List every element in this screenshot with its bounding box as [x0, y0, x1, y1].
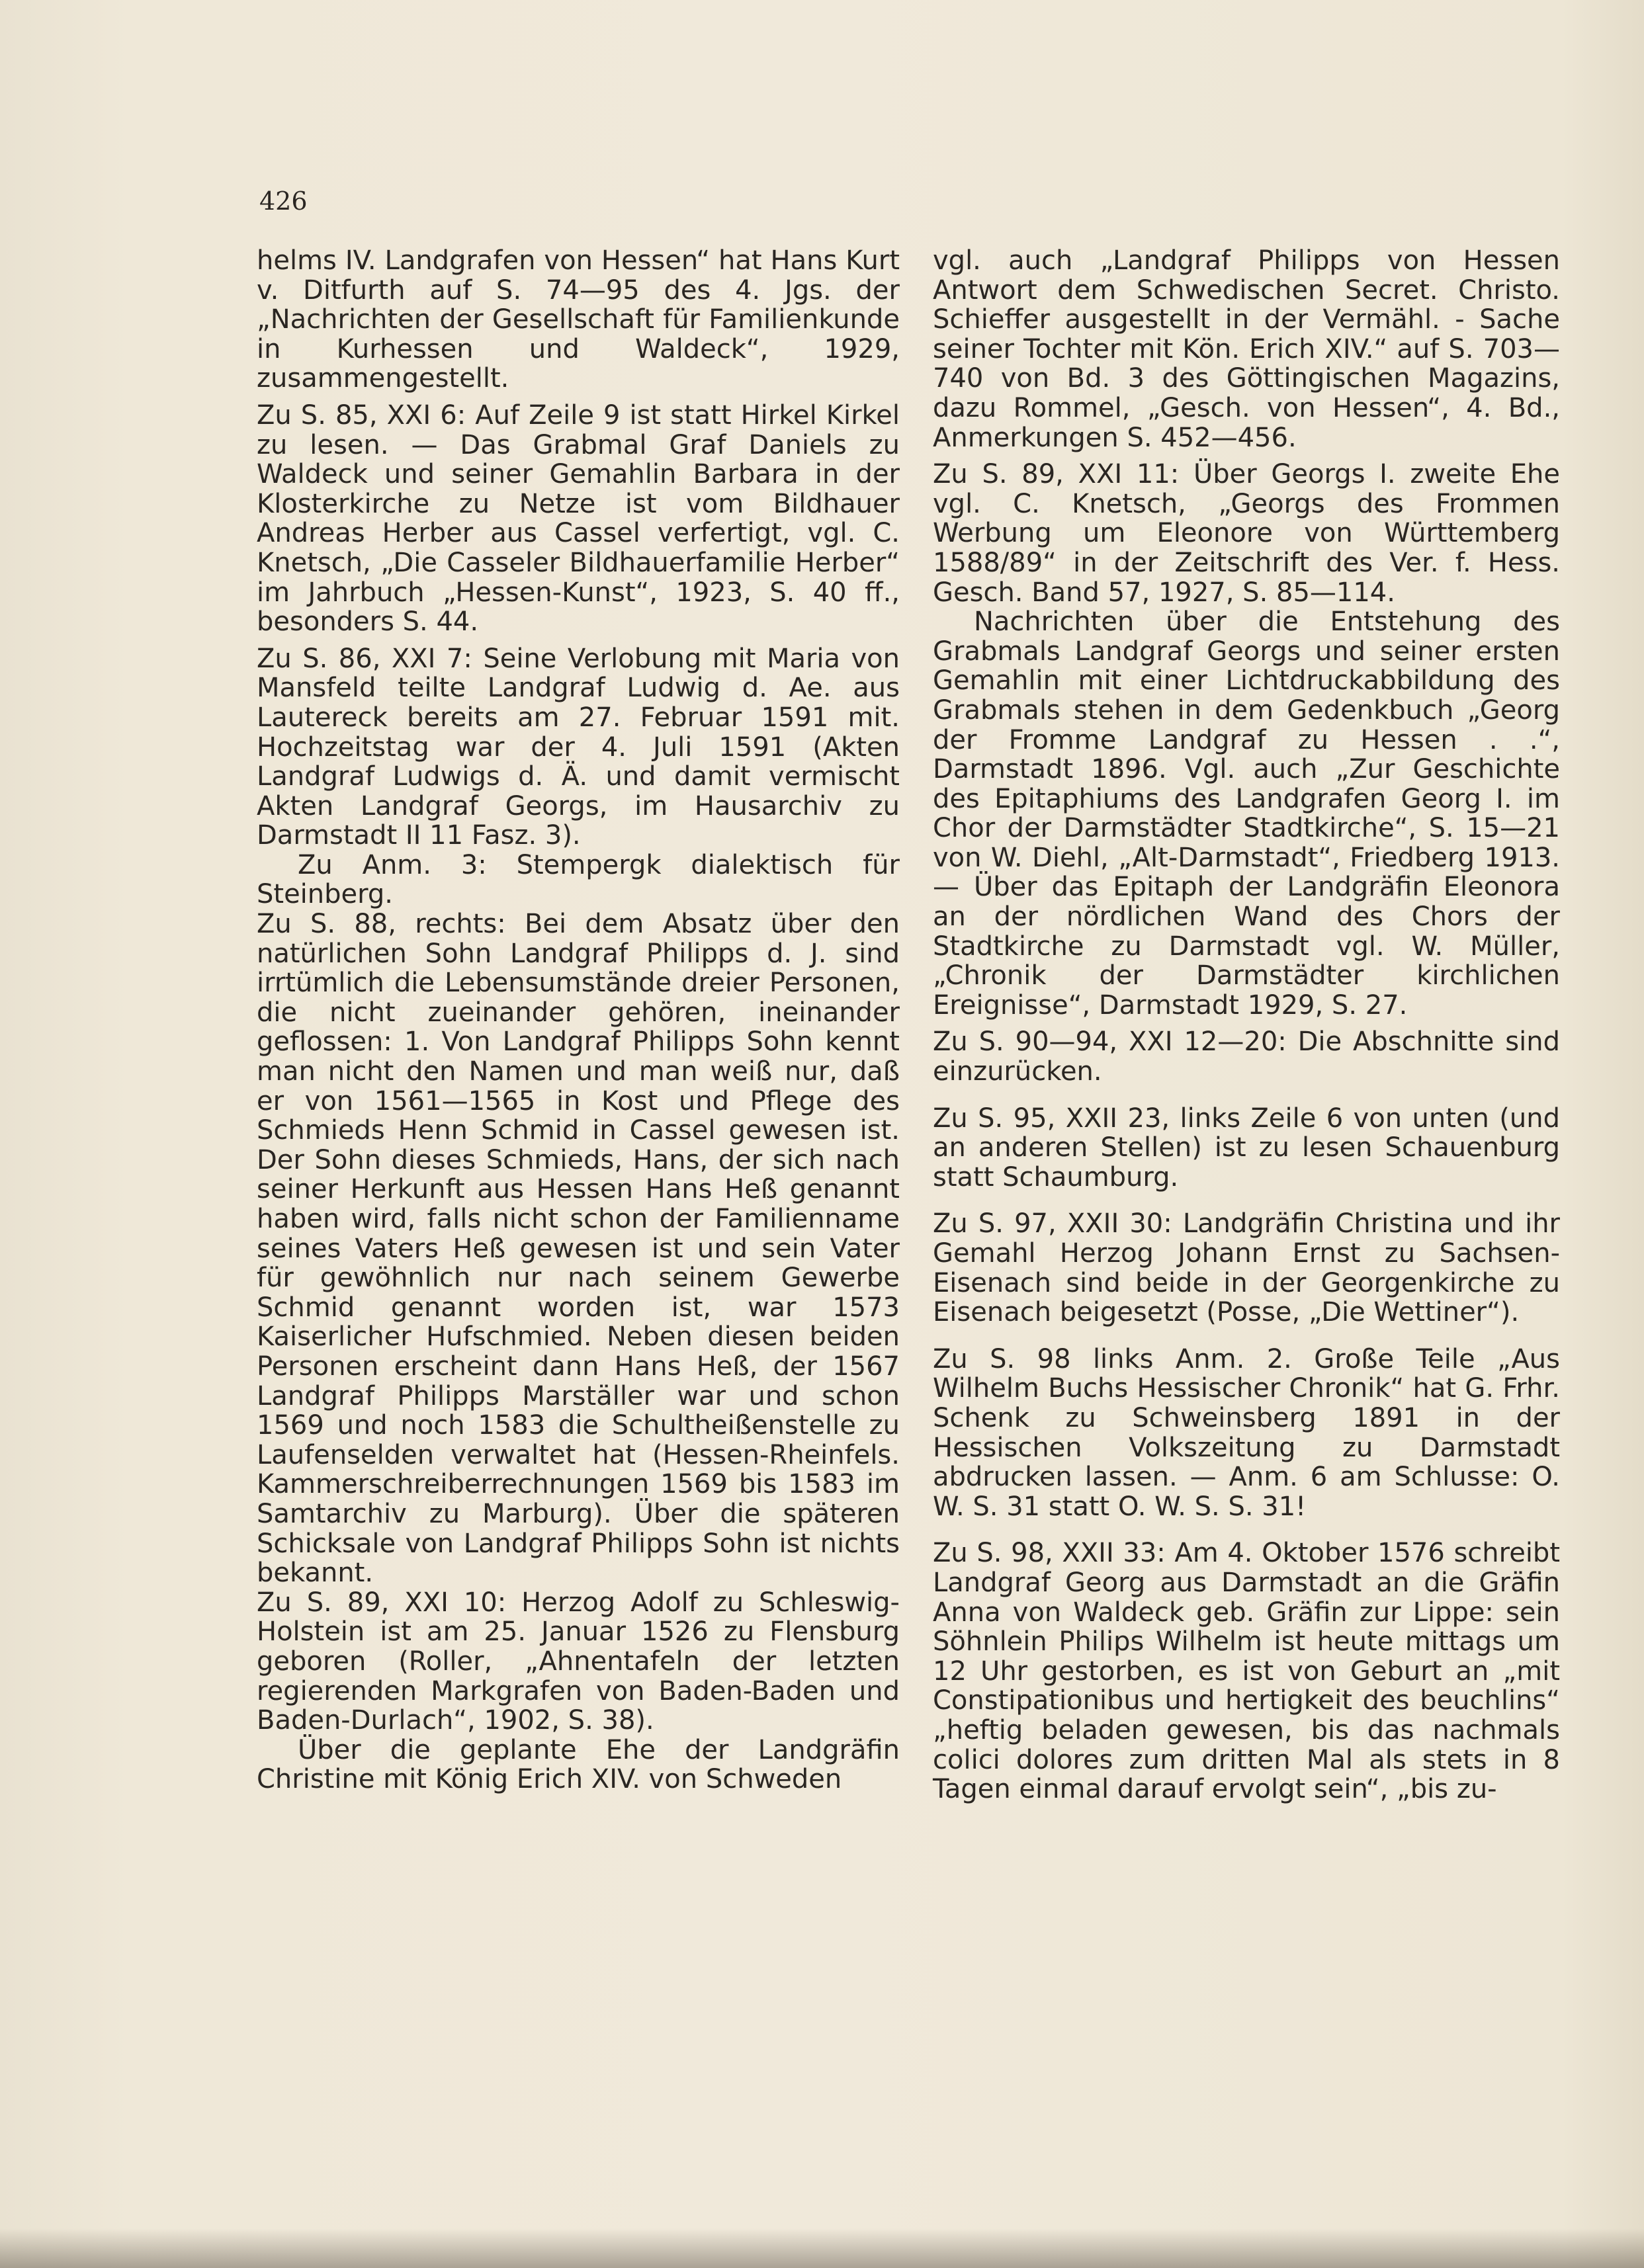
paragraph: Zu S. 86, XXI 7: Seine Verlobung mit Maria von Mansfeld teilte Landgraf Ludwig d. Ae. aus Lautereck bereits am 27. Februar 1591 mit. Hochzeitstag war der 4. Juli 1591 (Akten Landgraf Ludwigs d. Ä. und damit vermischt Akten Landgraf Georgs, im Hausarchiv zu Darmstadt II 11 Fasz. 3).	[257, 643, 900, 851]
right-column	[933, 246, 1560, 1804]
paragraph: Über die geplante Ehe der Landgräfin Christine mit König Erich XIV. von Schweden	[257, 1734, 900, 1795]
paragraph: Zu S. 98 links Anm. 2. Große Teile „Aus Wilhelm Buchs Hessischer Chronik“ hat G. Frhr. Schenk zu Schweinsberg 1891 in der Hessischen Volkszeitung zu Darmstadt abdrucken lassen. — Anm. 6 am Schlusse: O. W. S. 31 statt O. W. S. S. 31!	[933, 1343, 1560, 1522]
paragraph: Nachrichten über die Entstehung des Grabmals Landgraf Georgs und seiner ersten Gemahlin mit einer Lichtdruckabbildung des Grabmals stehen in dem Gedenkbuch „Georg der Fromme Landgraf zu Hessen . .“, Darmstadt 1896. Vgl. auch „Zur Geschichte des Epitaphiums des Landgrafen Georg I. im Chor der Darmstädter Stadtkirche“, S. 15—21 von W. Diehl, „Alt-Darmstadt“, Friedberg 1913. — Über das Epitaph der Landgräfin Eleonora an der nördlichen Wand des Chors der Stadtkirche zu Darmstadt vgl. W. Müller, „Chronik der Darmstädter kirchlichen Ereignisse“, Darmstadt 1929, S. 27.	[933, 607, 1560, 1021]
paragraph: helms IV. Landgrafen von Hessen“ hat Hans Kurt v. Ditfurth auf S. 74—95 des 4. Jgs. der „Nachrichten der Gesellschaft für Familienkunde in Kurhessen und Waldeck“, 1929, zusammengestellt.	[257, 245, 900, 394]
paragraph: Zu S. 85, XXI 6: Auf Zeile 9 ist statt Hirkel Kirkel zu lesen. — Das Grabmal Graf Daniels zu Waldeck und seiner Gemahlin Barbara in der Klosterkirche zu Netze ist vom Bildhauer Andreas Herber aus Cassel verfertigt, vgl. C. Knetsch, „Die Casseler Bildhauerfamilie Herber“ im Jahrbuch „Hessen-Kunst“, 1923, S. 40 ff., besonders S. 44.	[257, 399, 900, 638]
paragraph: Zu S. 97, XXII 30: Landgräfin Christina und ihr Gemahl Herzog Johann Ernst zu Sachsen-Eisenach sind beide in der Georgenkirche zu Eisenach beigesetzt (Posse, „Die Wettiner“).	[933, 1208, 1560, 1328]
paragraph: Zu S. 89, XXI 10: Herzog Adolf zu Schleswig-Holstein ist am 25. Januar 1526 zu Flensburg geboren (Roller, „Ahnentafeln der letzten regierenden Markgrafen von Baden-Baden und Baden-Durlach“, 1902, S. 38).	[257, 1587, 900, 1736]
paragraph: Zu S. 90—94, XXI 12—20: Die Abschnitte sind einzurücken.	[933, 1027, 1560, 1087]
paragraph: Zu S. 88, rechts: Bei dem Absatz über den natürlichen Sohn Landgraf Philipps d. J. sind irrtümlich die Lebensumstände dreier Personen, die nicht zueinander gehören, ineinander geflossen: 1. Von Landgraf Philipps Sohn kennt man nicht den Namen und man weiß nur, daß er von 1561—1565 in Kost und Pflege des Schmieds Henn Schmid in Cassel gewesen ist. Der Sohn dieses Schmieds, Hans, der sich nach seiner Herkunft aus Hessen Hans Heß genannt haben wird, falls nicht schon der Familienname seines Vaters Heß gewesen ist und sein Vater für gewöhnlich nur nach seinem Gewerbe Schmid genannt worden ist, war 1573 Kaiserlicher Hufschmied. Neben diesen beiden Personen erscheint dann Hans Heß, der 1567 Landgraf Philipps Marställer war und schon 1569 und noch 1583 die Schultheißenstelle zu Laufenselden verwaltet hat (Hessen-Rheinfels. Kammerschreiberrechnungen 1569 bis 1583 im Samtarchiv zu Marburg). Über die späteren Schicksale von Landgraf Philipps Sohn ist nichts bekannt.	[257, 909, 900, 1589]
paragraph: Zu S. 98, XXII 33: Am 4. Oktober 1576 schreibt Landgraf Georg aus Darmstadt an die Gräfin Anna von Waldeck geb. Gräfin zur Lippe: sein Söhnlein Philips Wilhelm ist heute mittags um 12 Uhr gestorben, es ist von Geburt an „mit Constipationibus und hertigkeit des beuchlins“ „heftig beladen gewesen, bis das nachmals colici dolores zum dritten Mal als stets in 8 Tagen einmal darauf ervolgt sein“, „bis zu-	[933, 1538, 1560, 1805]
page-edge-shadow	[0, 2228, 1644, 2268]
paragraph: Zu S. 89, XXI 11: Über Georgs I. zweite Ehe vgl. C. Knetsch, „Georgs des Frommen Werbung um Eleonore von Württemberg 1588/89“ in der Zeitschrift des Ver. f. Hess. Gesch. Band 57, 1927, S. 85—114.	[933, 459, 1560, 608]
left-column	[257, 246, 900, 1794]
paragraph: vgl. auch „Landgraf Philipps von Hessen Antwort dem Schwedischen Secret. Christo. Schieffer ausgestellt in der Vermähl. - Sache seiner Tochter mit Kön. Erich XIV.“ auf S. 703—740 von Bd. 3 des Göttingischen Magazins, dazu Rommel, „Gesch. von Hessen“, 4. Bd., Anmerkungen S. 452—456.	[933, 245, 1560, 453]
page-number: 426	[259, 187, 308, 216]
paragraph: Zu S. 95, XXII 23, links Zeile 6 von unten (und an anderen Stellen) ist zu lesen Schauenburg statt Schaumburg.	[933, 1103, 1560, 1193]
paragraph: Zu Anm. 3: Stempergk dialektisch für Steinberg.	[257, 849, 900, 910]
